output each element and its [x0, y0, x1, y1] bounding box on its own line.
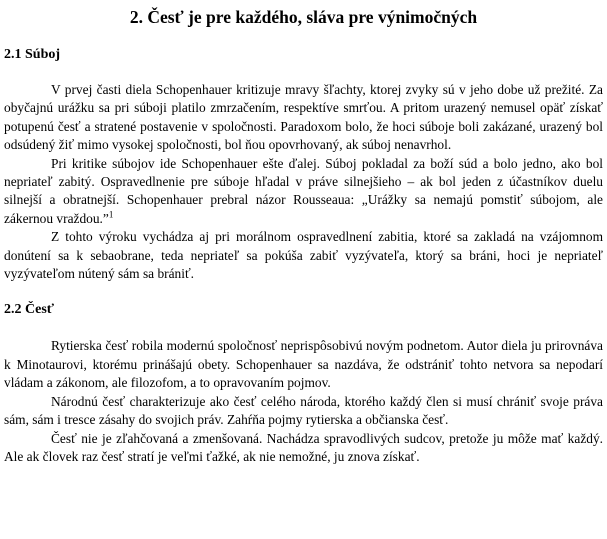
paragraph: Národnú česť charakterizuje ako česť celého národa, ktorého každý člen si musí chrániť svoje práva sám, sám i tresce zásahy do svojich práv. Zahŕňa pojmy rytierska a občianska česť. — [4, 393, 603, 428]
section-heading-suboj: 2.1 Súboj — [4, 47, 61, 62]
paragraph-text: Pri kritike súbojov ide Schopenhauer ešte ďalej. Súboj pokladal za boží súd a bolo jedno, ako bol nepriateľ zabitý. Ospravedlnenie pre súboje hľadal v práve silnejšieho – ak bol jeden z účastníkov duelu silnejší a obratnejší. Schopenhauer prebral názor Rousseaua: „Urážky sa nemajú pomstiť súbojom, ale zákernou vraždou.” — [4, 155, 603, 226]
paragraph: V prvej časti diela Schopenhauer kritizuje mravy šľachty, ktorej zvyky sú v jeho dobe už prežité. Za obyčajnú urážku sa pri súboji platilo zmrzačením, respektíve smrťou. A pritom urazený nemusel opäť získať potupenú česť a stratené postavenie v spoločnosti. Paradoxom bolo, že hoci súboje boli zakázané, urazený bol odsúdený žiť mimo vysokej spoločnosti, bol ňou opovrhovaný, ak súboj nenavrhol. — [4, 82, 603, 153]
paragraph: Rytierska česť robila modernú spoločnosť neprispôsobivú novým podnetom. Autor diela ju prirovnáva k Minotaurovi, ktorému prinášajú obety. Schopenhauer sa nazdáva, že odstrániť tohto netvora sa nepodarí vládam a zákonom, ale filozofom, a to opravovaním pojmov. — [4, 338, 603, 391]
paragraph: Česť nie je zľahčovaná a zmenšovaná. Nachádza spravodlivých sudcov, pretože ju môže mať každý. Ale ak človek raz česť stratí je veľmi ťažké, ak nie nemožné, ju znova získať. — [4, 430, 603, 464]
paragraph — [4, 155, 603, 229]
document-title: 2. Česť je pre každého, sláva pre výnimočných — [129, 7, 478, 27]
section-heading-cest: 2.2 Česť — [4, 302, 55, 318]
footnote-reference: 1 — [108, 209, 114, 220]
paragraph: Z tohto výroku vychádza aj pri morálnom ospravedlnení zabitia, ktoré sa zakladá na vzájomnom donútení sa k sebaobrane, teda nepriateľ sa pokúša zabiť vyzývateľa, ktorý sa bráni, hoci je nepriateľ vyzývateľom nútený sám sa brániť. — [4, 229, 603, 282]
